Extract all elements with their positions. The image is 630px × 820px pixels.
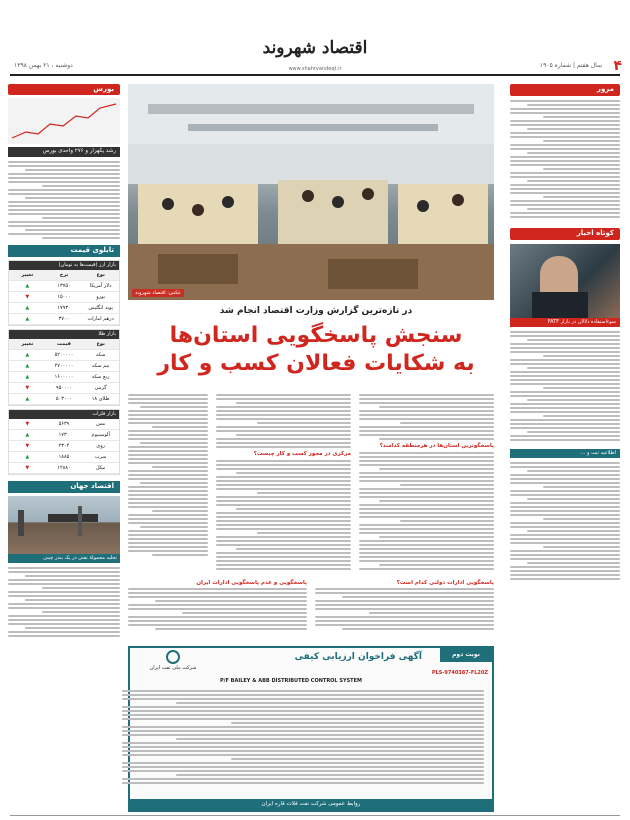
issue-date: دوشنبه ، ۲۱ بهمن ۱۳۹۸	[14, 62, 73, 69]
issue-info: سال هفتم | شماره ۱۹۰۵	[539, 62, 602, 69]
currency-table-title: بازار ارز (قیمت‌ها به تومان)	[9, 261, 119, 270]
lead-photo	[128, 84, 494, 300]
subhead: مرکزی در مجوز کسب و کار چیست؟	[253, 451, 351, 457]
logo	[255, 38, 375, 64]
article-kicker: در تازه‌ترین گزارش وزارت اقتصاد انجام شد	[219, 306, 413, 316]
footer-rule	[10, 815, 620, 816]
table-row: آلومینیوم ۱۷۳۰ ▲	[9, 430, 119, 441]
world-photo	[8, 496, 120, 554]
news-photo-caption: سوءاستفاده دلالان در بازار FATF	[510, 318, 620, 327]
gold-table-title: بازار طلا	[9, 330, 119, 339]
office-scene	[128, 84, 494, 300]
ad-footer: روابط عمومی شرکت نفت فلات قاره ایران	[130, 799, 492, 810]
photo-credit: عکس: اقتصاد شهروند	[132, 289, 184, 297]
article-title-line1: سنجش پاسخگویی استان‌ها	[169, 323, 463, 348]
body-col	[359, 392, 494, 572]
body-col	[128, 580, 307, 640]
gold-table	[8, 329, 120, 406]
bourse-chart-line	[12, 104, 116, 138]
body-col-intro	[128, 392, 208, 572]
world-text	[8, 567, 120, 637]
article-body-lower	[128, 580, 494, 640]
table-row: ربع سکه ۱۶۰۰۰۰۰ ▲	[9, 372, 119, 383]
masthead-rule	[10, 74, 620, 76]
price-board-heading: تابلوی قیمت	[8, 245, 120, 257]
notice-text	[510, 462, 620, 580]
body-col	[315, 580, 494, 640]
news-text	[510, 331, 620, 441]
subhead: پاسخگویی و عدم پاسخگویی ادارات ایران	[196, 580, 307, 586]
metal-table-title: بازار فلزات	[9, 410, 119, 419]
news-photo	[510, 244, 620, 318]
table-row: دلار آمریکا ۱۳۷۵۰ ▲	[9, 281, 119, 292]
table-row: روی ۲۳۰۴ ▼	[9, 441, 119, 452]
ad-code: PLS-9740387-FL20Z	[431, 670, 488, 676]
article-body	[128, 392, 494, 572]
table-row: سکه ۵۲۰۰۰۰۰ ▲	[9, 350, 119, 361]
table-row: درهم امارات ۳۷۰۰ ▲	[9, 314, 119, 325]
world-heading: اقتصاد جهان	[8, 481, 120, 493]
gold-header-row: نوع قیمت تغییر	[9, 339, 119, 350]
bourse-text	[8, 161, 120, 239]
ad-company	[138, 650, 208, 678]
currency-header-row: نوع نرخ تغییر	[9, 270, 119, 281]
review-heading: مرور	[510, 84, 620, 96]
bourse-chart	[8, 98, 120, 144]
sidebar-left	[8, 84, 120, 814]
ad-subtitle: P/F BAILEY & ABB DISTRIBUTED CONTROL SYSTEM	[220, 678, 362, 684]
subhead: پاسخگو‌ترین استان‌ها در هرمنطقه کدامند؟	[379, 443, 494, 449]
body-col	[216, 392, 351, 572]
bourse-heading: بورس	[8, 84, 120, 95]
site-url: www.shahrvandeqt.ir	[288, 66, 342, 72]
masthead	[0, 0, 630, 80]
table-row: مس ۵۶۳۹ ▼	[9, 419, 119, 430]
table-row: نیم سکه ۲۷۰۰۰۰۰ ▲	[9, 361, 119, 372]
news-heading: کوتاه اخبار	[510, 228, 620, 240]
table-row: پوند انگلیس ۱۷۹۳۰ ▲	[9, 303, 119, 314]
table-row: یورو ۱۵۰۰۰ ▼	[9, 292, 119, 303]
currency-table	[8, 260, 120, 326]
notice-heading: اطلاعیه ثبت و ...	[510, 449, 620, 458]
table-row: طلای ۱۸ ۵۰۳۰۰۰ ▲	[9, 394, 119, 405]
logo-text: اقتصاد شهروند	[262, 38, 368, 58]
review-text	[510, 100, 620, 218]
subhead: پاسخگویی ادارات دولتی کدام است؟	[396, 580, 494, 586]
table-row: سرب ۱۸۸۵ ▲	[9, 452, 119, 463]
ad-text	[122, 688, 484, 786]
sidebar-right	[510, 84, 620, 814]
ad-badge: نوبت دوم	[440, 648, 492, 662]
article-title-line2: به شکایات فعالان کسب و کار	[157, 351, 475, 376]
table-row: نیکل ۱۲۸۸۰ ▼	[9, 463, 119, 474]
ad-box	[128, 646, 494, 812]
table-row: گرمی ۹۵۰۰۰۰ ▼	[9, 383, 119, 394]
metal-table	[8, 409, 120, 475]
ad-title: آگهی فراخوان ارزیابی کیفی	[294, 652, 422, 662]
article-title	[138, 322, 494, 378]
world-photo-caption: تخلیه محمولۀ نفتی در یک بندر چینی	[8, 554, 120, 563]
ad-company-name: شرکت ملی نفت ایران	[149, 665, 197, 671]
page-number: ۴	[613, 58, 622, 74]
bourse-box-title: رشد یکهزار و ۲۷۶ واحدی بورس	[8, 147, 120, 157]
ad-company-logo-icon	[166, 650, 180, 664]
